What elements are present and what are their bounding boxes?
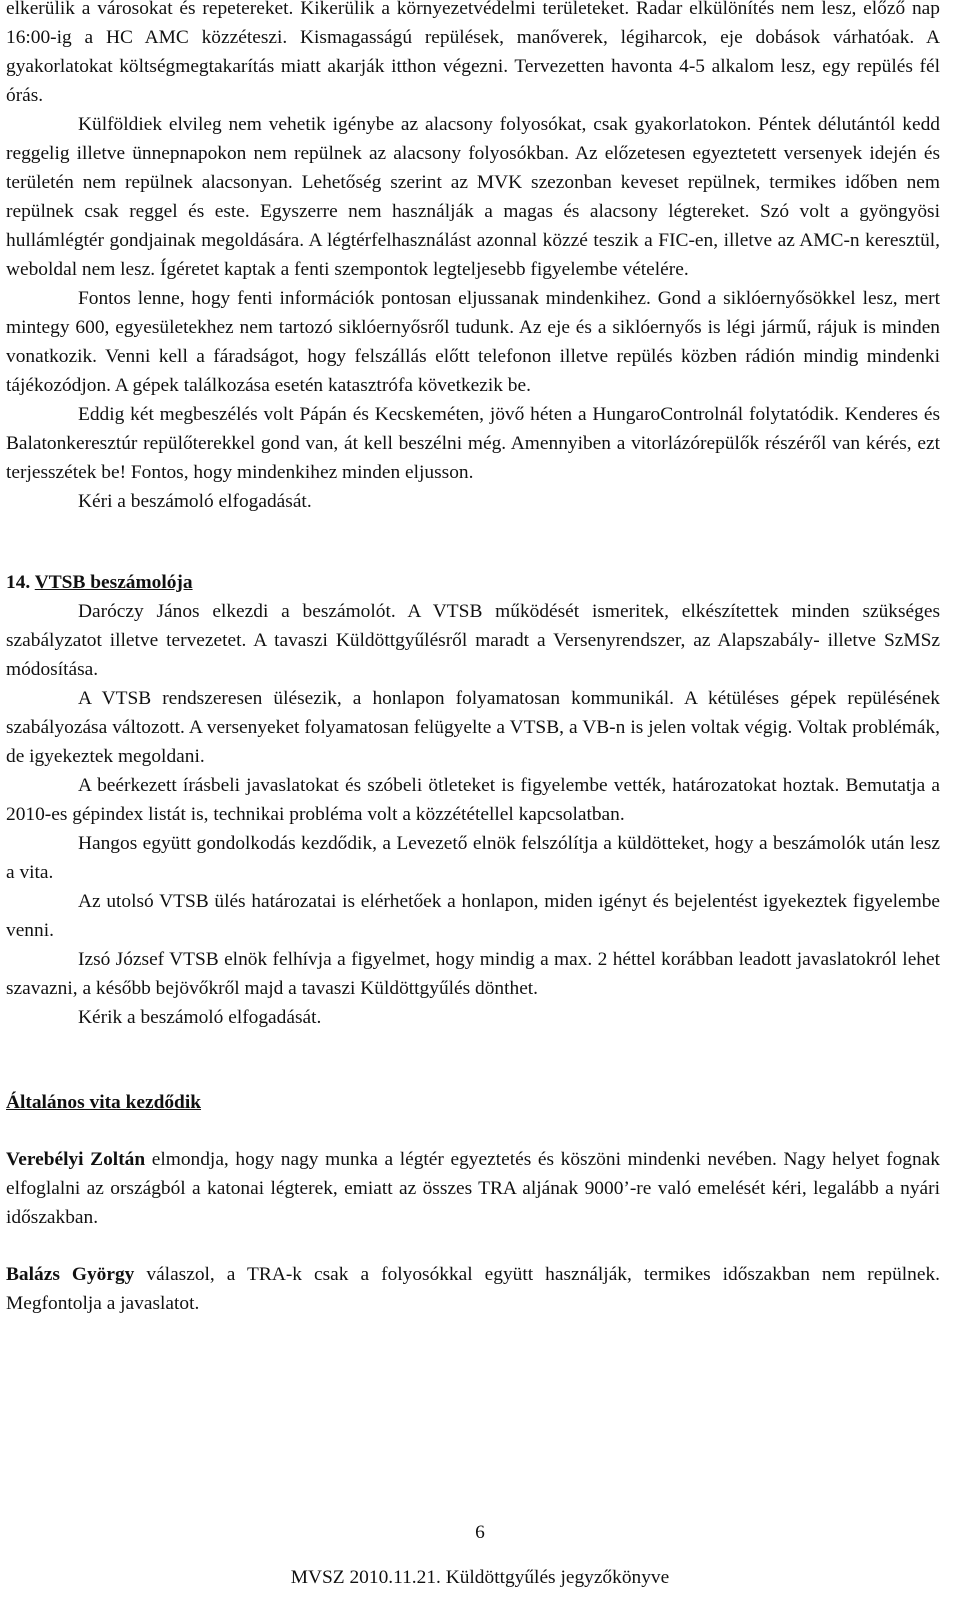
- section-spacer: [6, 516, 940, 568]
- vtsb-paragraph: Izsó József VTSB elnök felhívja a figyelmet, hogy mindig a max. 2 héttel korábban leadott javaslatokról lehet szavazni, a később bejövőkről majd a tavaszi Küldöttgyűlés dönthet.: [6, 949, 940, 999]
- section-spacer: [6, 1232, 940, 1260]
- statement-text: válaszol, a TRA-k csak a folyosókkal együtt használják, termikes időszakban nem repülnek. Megfontolja a javaslatot.: [6, 1264, 940, 1314]
- general-debate-title: Általános vita kezdődik: [6, 1092, 202, 1113]
- section-spacer: [6, 1117, 940, 1145]
- meetings-paragraph: Eddig két megbeszélés volt Pápán és Kecskeméten, jövő héten a HungaroControlnál folytatódik. Kenderes és Balatonkeresztúr repülőterekkel gond van, át kell beszélni még. Amennyiben a vitorlázórepülők részéről van kérés, ezt terjesszétek be! Fontos, hogy mindenkihez minden eljusson.: [6, 404, 940, 483]
- general-debate-heading: [6, 1088, 940, 1117]
- section-heading-14: [6, 568, 940, 597]
- accept-request-paragraph: Kéri a beszámoló elfogadását.: [78, 491, 312, 512]
- statement-text: elmondja, hogy nagy munka a légtér egyeztetés és köszöni mindenki nevében. Nagy helyet fognak elfoglalni az országból a katonai légterek, emiatt az összes TRA aljának 9000’-re való emelését kéri, legalább a nyári időszakban.: [6, 1149, 940, 1228]
- section-title: VTSB beszámolója: [34, 572, 193, 593]
- section-number: 14.: [6, 572, 31, 593]
- speaker-name: Balázs György: [6, 1264, 135, 1285]
- vtsb-paragraph: Kérik a beszámoló elfogadását.: [78, 1007, 322, 1028]
- vtsb-paragraph: A VTSB rendszeresen ülésezik, a honlapon folyamatosan kommunikál. A kétüléses gépek repülésének szabályozása változott. A versenyeket folyamatosan felügyelte a VTSB, a VB-n is jelen voltak végig. Voltak problémák, de igyekeztek megoldani.: [6, 688, 940, 767]
- document-page: [6, 0, 940, 1318]
- intro-paragraph: elkerülik a városokat és repetereket. Kikerülik a környezetvédelmi területeket. Radar elkülönítés nem lesz, előző nap 16:00-ig a HC AMC közzéteszi. Kismagasságú repülések, manőverek, légiharcok, eje dobások várhatóak. A gyakorlatokat költségmegtakarítás miatt akarják itthon végezni. Tervezetten havonta 4-5 alkalom lesz, egy repülés fél órás.: [6, 0, 940, 106]
- speaker-name: Verebélyi Zoltán: [6, 1149, 146, 1170]
- section-spacer: [6, 1032, 940, 1088]
- vtsb-paragraph: Hangos együtt gondolkodás kezdődik, a Levezető elnök felszólítja a küldötteket, hogy a beszámolók után lesz a vita.: [6, 833, 940, 883]
- page-number: 6: [475, 1522, 485, 1543]
- page-footer: MVSZ 2010.11.21. Küldöttgyűlés jegyzőkönyve: [290, 1567, 670, 1588]
- important-info-paragraph: Fontos lenne, hogy fenti információk pontosan eljussanak mindenkihez. Gond a siklóernyősökkel lesz, mert mintegy 600, egyesületekhez nem tartozó siklóernyősről tudunk. Az eje és a siklóernyős is légi jármű, rájuk is minden vonatkozik. Venni kell a fáradságot, hogy felszállás előtt telefonon illetve repülés közben rádión mindig mindenki tájékozódjon. A gépek találkozása esetén katasztrófa következik be.: [6, 288, 940, 396]
- statement-paragraph: [6, 1260, 940, 1318]
- vtsb-paragraph: Daróczy János elkezdi a beszámolót. A VTSB működését ismeritek, elkészítettek minden szükséges szabályzatot illetve tervezetet. A tavaszi Küldöttgyűlésről maradt a Versenyrendszer, az Alapszabály- illetve SzMSz módosítása.: [6, 601, 940, 680]
- statement-paragraph: [6, 1145, 940, 1232]
- vtsb-paragraph: A beérkezett írásbeli javaslatokat és szóbeli ötleteket is figyelembe vették, határozatokat hoztak. Bemutatja a 2010-es gépindex listát is, technikai probléma volt a közzététellel kapcsolatban.: [6, 775, 940, 825]
- foreign-aircraft-paragraph: Külföldiek elvileg nem vehetik igénybe az alacsony folyosókat, csak gyakorlatokon. Péntek délutántól kedd reggelig illetve ünnepnapokon nem repülnek az alacsony folyosókban. Az előzetesen egyeztetett versenyek idején és területén nem repülnek alacsonyan. Lehetőség szerint az MVK szezonban keveset repülnek, termikes időben nem repülnek csak reggel és este. Egyszerre nem használják a magas és alacsony légtereket. Szó volt a gyöngyösi hullámlégtér gondjainak megoldására. A légtérfelhasználást azonnal közzé teszik a FIC-en, illetve az AMC-n keresztül, weboldal nem lesz. Ígéretet kaptak a fenti szempontok legteljesebb figyelembe vételére.: [6, 114, 940, 280]
- vtsb-paragraph: Az utolsó VTSB ülés határozatai is elérhetőek a honlapon, miden igényt és bejelentést igyekeztek figyelembe venni.: [6, 891, 940, 941]
